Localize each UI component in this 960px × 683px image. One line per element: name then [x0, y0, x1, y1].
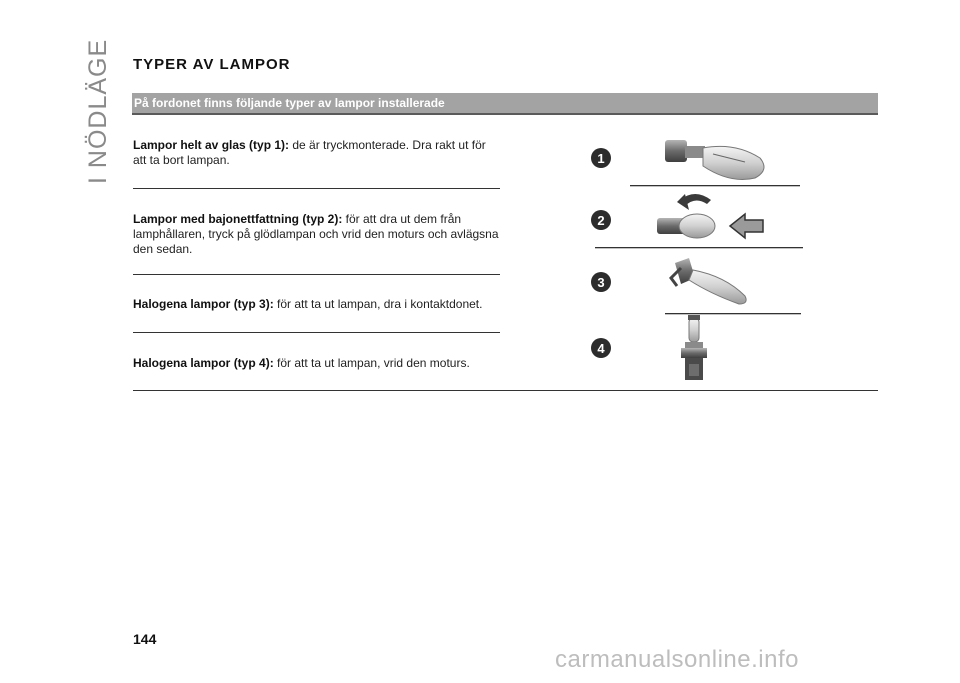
paragraph-type-4-heading: Halogena lampor (typ 4):: [133, 356, 274, 370]
page-number: 144: [133, 631, 157, 647]
paragraph-type-1-heading: Lampor helt av glas (typ 1):: [133, 138, 290, 152]
number-badge-2-text: 2: [597, 213, 605, 228]
number-badge-1-text: 1: [597, 151, 605, 166]
paragraph-type-3-heading: Halogena lampor (typ 3):: [133, 297, 274, 311]
chapter-side-label: [84, 38, 114, 184]
divider: [133, 274, 500, 275]
paragraph-type-3-text: för att ta ut lampan, dra i kontaktdonet.: [273, 297, 483, 311]
page-title: TYPER AV LAMPOR: [133, 56, 291, 73]
paragraph-type-1: [133, 138, 501, 168]
paragraph-type-1-text: de är tryckmonterade. Dra rakt ut för att ta bort lampan.: [133, 138, 486, 167]
paragraph-type-2-text: för att dra ut dem från lamphållaren, tryck på glödlampan och vrid den moturs och avlägsna den sedan.: [133, 212, 499, 256]
paragraph-type-4-text: för att ta ut lampan, vrid den moturs.: [273, 356, 470, 370]
lamp-type-2-illustration: [591, 194, 803, 248]
section-subtitle-bar: [132, 93, 878, 115]
paragraph-type-3: [133, 297, 501, 312]
divider: [133, 188, 500, 189]
number-badge-4-text: 4: [597, 341, 605, 356]
chapter-side-label-text: I NÖDLÄGE: [84, 38, 112, 184]
section-bottom-rule: [133, 390, 878, 391]
lamp-types-figure: [585, 128, 815, 386]
paragraph-type-2-heading: Lampor med bajonettfattning (typ 2):: [133, 212, 343, 226]
lamp-type-4-illustration: [591, 315, 707, 380]
number-badge-3-text: 3: [597, 275, 605, 290]
lamp-type-1-illustration: [591, 140, 800, 186]
paragraph-type-2: [133, 212, 501, 257]
lamp-type-3-illustration: [591, 258, 801, 314]
watermark: carmanualsonline.info: [555, 646, 799, 673]
section-subtitle: På fordonet finns följande typer av lampor installerade: [134, 96, 445, 110]
paragraph-type-4: [133, 356, 501, 371]
divider: [133, 332, 500, 333]
